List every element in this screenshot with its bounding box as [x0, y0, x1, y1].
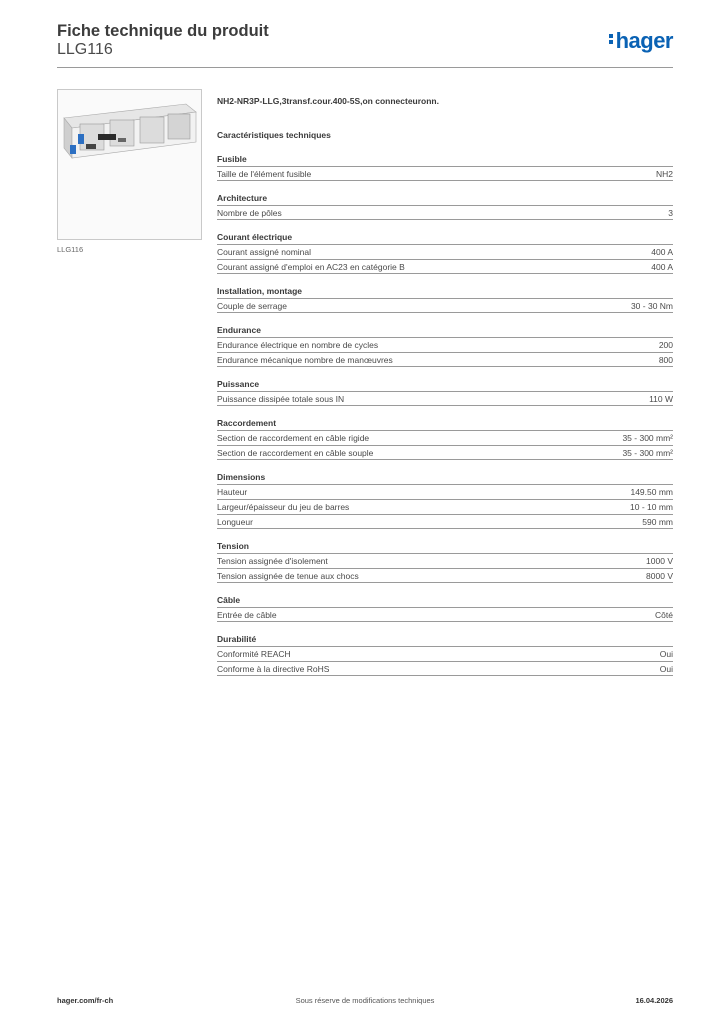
spec-group-title: Endurance [217, 325, 261, 335]
spec-row [217, 646, 673, 661]
spec-label: Conforme à la directive RoHS [217, 664, 330, 674]
spec-group-dimensions [217, 470, 673, 529]
spec-value: 1000 V [646, 556, 673, 566]
footer-website: hager.com/fr-ch [57, 996, 114, 1005]
spec-row [217, 352, 673, 367]
hager-logo [609, 28, 673, 54]
spec-row [217, 607, 673, 622]
spec-value: 400 A [651, 247, 673, 257]
spec-group-title: Installation, montage [217, 286, 303, 296]
spec-value: Oui [659, 664, 673, 674]
spec-group-courant [217, 230, 673, 274]
spec-label: Section de raccordement en câble souple [217, 448, 374, 458]
spec-row [217, 205, 673, 220]
spec-row [217, 391, 673, 406]
footer-date: 16.04.2026 [635, 996, 673, 1005]
spec-label: Nombre de pôles [217, 208, 282, 218]
product-description: NH2-NR3P-LLG,3transf.cour.400-5S,on connecteuronn. [217, 96, 439, 106]
spec-group-title: Puissance [217, 379, 260, 389]
spec-value: 10 - 10 mm [630, 502, 673, 512]
spec-value: 30 - 30 Nm [630, 301, 673, 311]
spec-group-title: Durabilité [217, 634, 257, 644]
spec-row [217, 553, 673, 568]
spec-value: Oui [659, 649, 673, 659]
spec-value: 35 - 300 mm² [622, 433, 673, 443]
spec-value: 400 A [651, 262, 673, 272]
spec-label: Conformité REACH [217, 649, 291, 659]
spec-label: Endurance électrique en nombre de cycles [217, 340, 379, 350]
spec-group-installation [217, 284, 673, 313]
spec-row [217, 337, 673, 352]
spec-label: Puissance dissipée totale sous IN [217, 394, 345, 404]
spec-label: Taille de l'élément fusible [217, 169, 312, 179]
spec-value: 110 W [649, 394, 673, 404]
spec-label: Couple de serrage [217, 301, 287, 311]
specs-heading: Caractéristiques techniques [217, 130, 331, 140]
spec-label: Courant assigné d'emploi en AC23 en catégorie B [217, 262, 405, 272]
spec-group-title: Câble [217, 595, 241, 605]
spec-label: Longueur [217, 517, 253, 527]
spec-row [217, 484, 673, 499]
spec-value: 35 - 300 mm² [622, 448, 673, 458]
spec-label: Largeur/épaisseur du jeu de barres [217, 502, 350, 512]
spec-value: 200 [658, 340, 673, 350]
spec-row [217, 499, 673, 514]
logo-text: hager [615, 28, 673, 53]
spec-group-raccordement [217, 416, 673, 460]
spec-label: Tension assignée de tenue aux chocs [217, 571, 359, 581]
spec-label: Endurance mécanique nombre de manœuvres [217, 355, 393, 365]
spec-row [217, 568, 673, 583]
spec-value: 3 [668, 208, 673, 218]
spec-value: 800 [658, 355, 673, 365]
spec-group-architecture [217, 191, 673, 220]
spec-row [217, 661, 673, 676]
footer-disclaimer: Sous réserve de modifications techniques [295, 996, 435, 1005]
product-reference: LLG116 [57, 41, 113, 58]
product-content [217, 96, 673, 676]
spec-label: Section de raccordement en câble rigide [217, 433, 370, 443]
spec-value: 8000 V [646, 571, 673, 581]
spec-group-endurance [217, 323, 673, 367]
spec-group-puissance [217, 377, 673, 406]
spec-row [217, 244, 673, 259]
spec-label: Entrée de câble [217, 610, 277, 620]
spec-row [217, 259, 673, 274]
document-title: Fiche technique du produit [57, 22, 269, 40]
spec-row [217, 514, 673, 529]
logo-dots-icon [609, 32, 614, 46]
spec-label: Tension assignée d'isolement [217, 556, 328, 566]
spec-group-title: Architecture [217, 193, 268, 203]
spec-value: 590 mm [642, 517, 673, 527]
spec-label: Courant assigné nominal [217, 247, 312, 257]
spec-group-tension [217, 539, 673, 583]
spec-value: 149.50 mm [630, 487, 673, 497]
spec-group-cable [217, 593, 673, 622]
image-caption: LLG116 [57, 245, 84, 254]
page-header [57, 20, 673, 68]
spec-group-title: Courant électrique [217, 232, 293, 242]
spec-row [217, 430, 673, 445]
spec-group-title: Tension [217, 541, 249, 551]
spec-row [217, 298, 673, 313]
spec-group-fusible [217, 152, 673, 181]
spec-group-title: Dimensions [217, 472, 266, 482]
spec-row [217, 445, 673, 460]
spec-row [217, 166, 673, 181]
spec-group-title: Fusible [217, 154, 247, 164]
spec-group-title: Raccordement [217, 418, 277, 428]
fuse-switch-disconnector-image [58, 90, 201, 239]
product-image [57, 89, 202, 240]
spec-group-durabilite [217, 632, 673, 676]
spec-value: NH2 [655, 169, 673, 179]
spec-value: Côté [655, 610, 673, 620]
spec-label: Hauteur [217, 487, 248, 497]
